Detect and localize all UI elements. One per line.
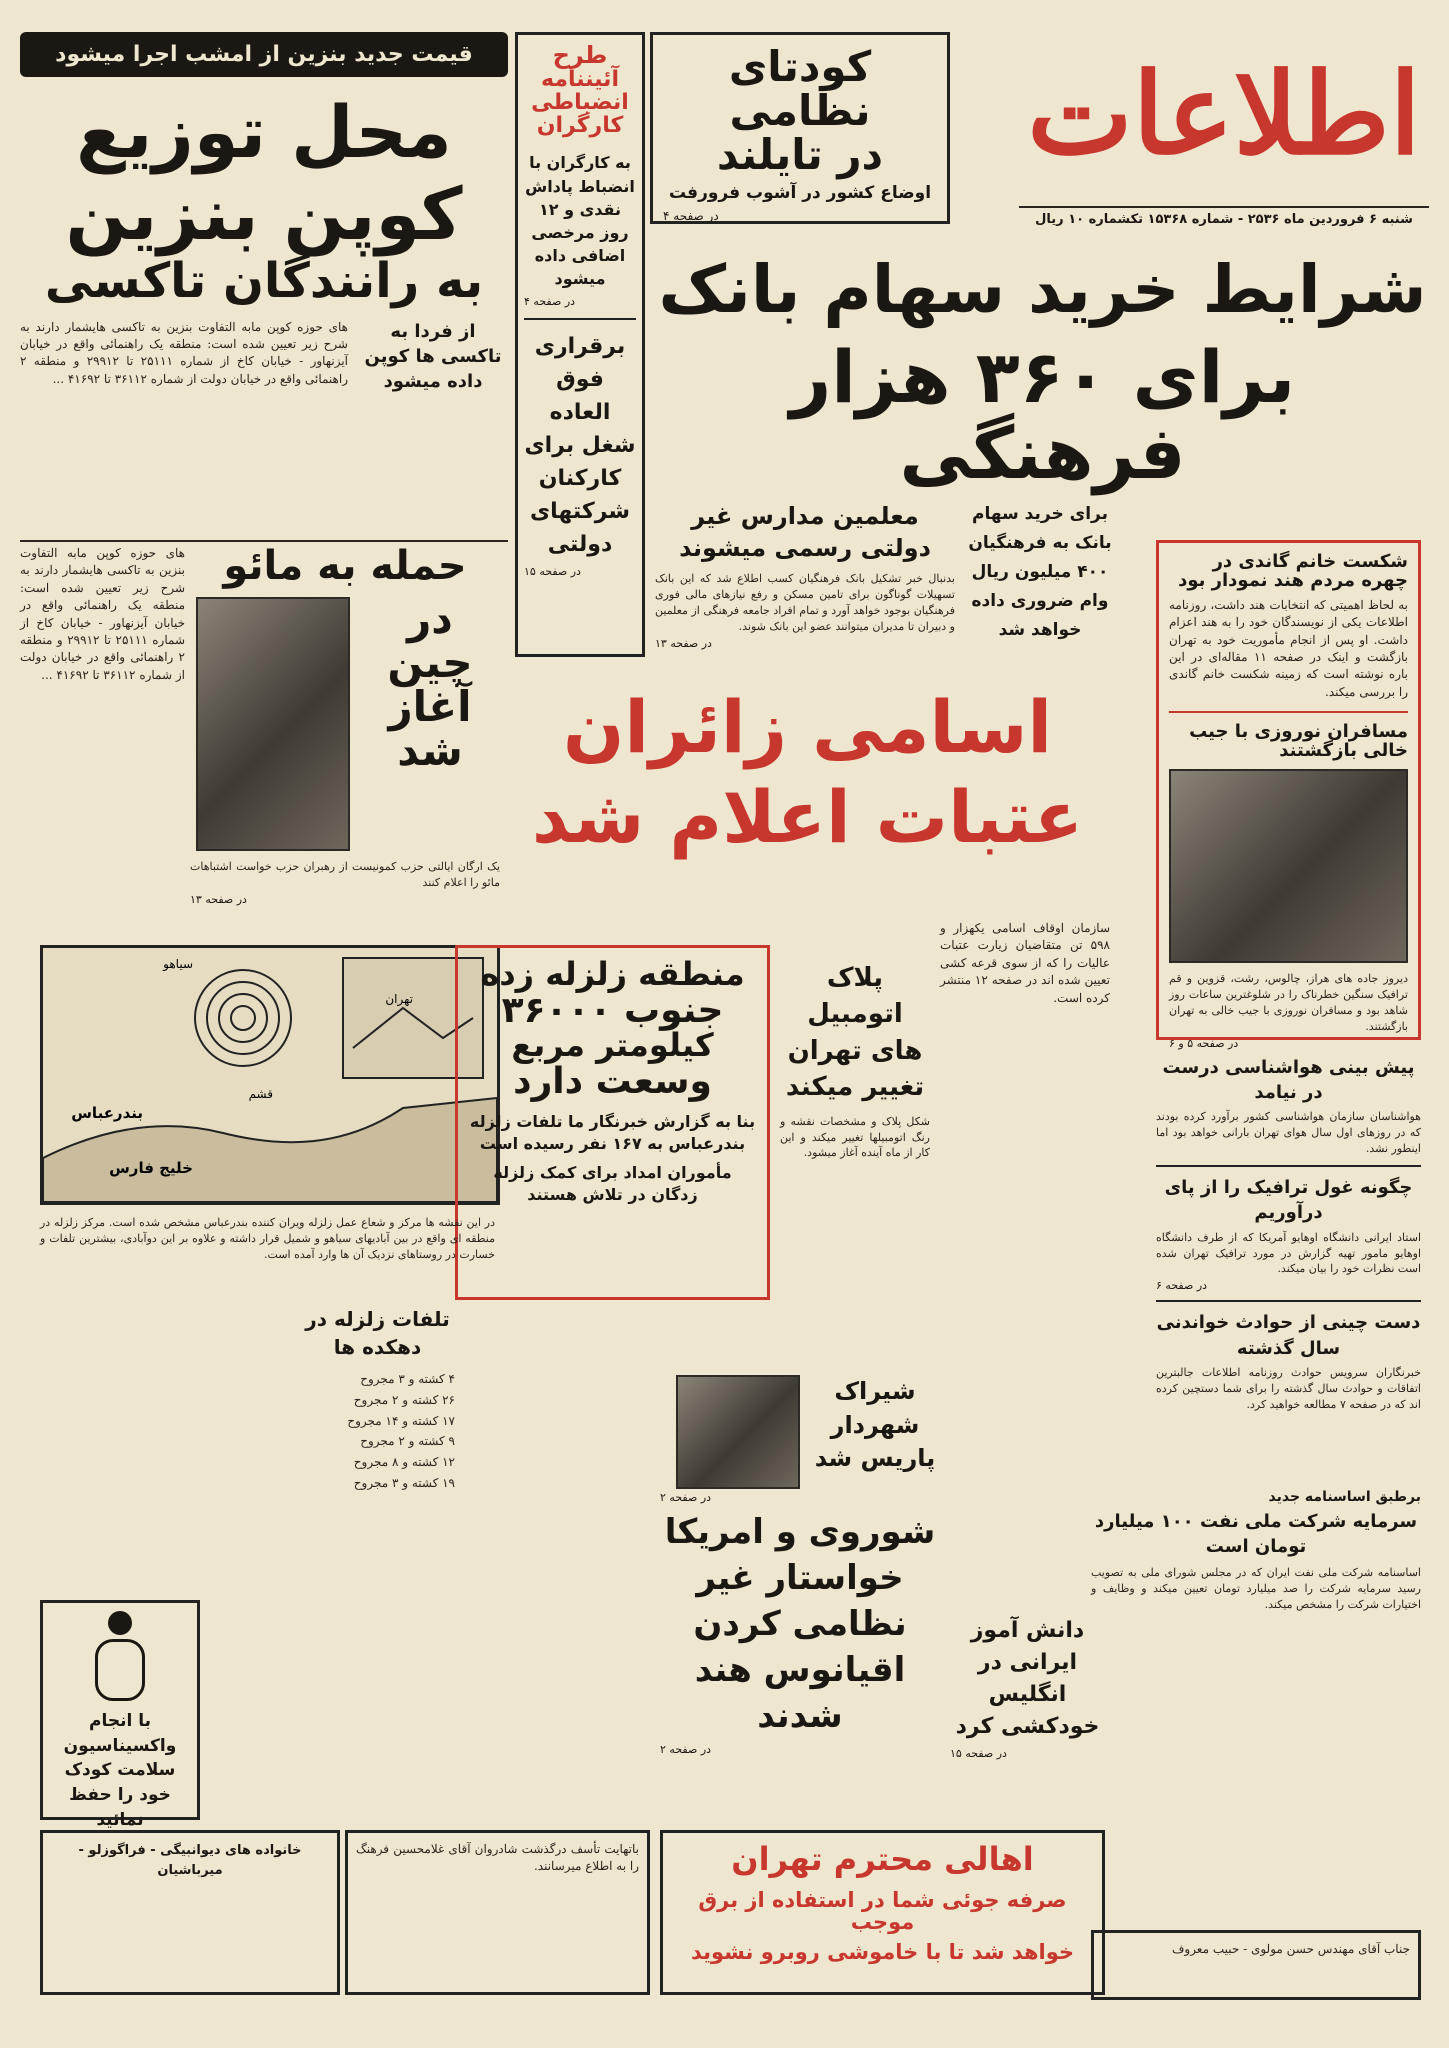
vaccine-box [40,1600,200,1830]
casualty-row: ۱۹ کشته و ۳ مجروح [353,1475,455,1490]
plates-body: شکل پلاک و مشخصات نقشه و رنگ اتومبیلها تغییر میکند و این کار از ماه آینده آغاز میشود. [780,1114,930,1160]
thailand-story [650,32,950,224]
map-label-qeshm: قشم [248,1087,273,1101]
casualty-row: ۱۲ کشته و ۸ مجروح [353,1455,455,1470]
plates-story [780,960,930,1300]
mao-title-5: شد [397,726,463,776]
crime-body: خبرنگاران سرویس حوادث روزنامه اطلاعات جالبترین اتفاقات و حوادث سال گذشته را برای شما دستچین کرده اند که در صفحه ۷ مطالعه خواهید کرد. [1156,1365,1421,1411]
quake-title-3: کیلومتر مربع [511,1026,714,1065]
main-headline [655,251,1430,495]
plates-title: پلاک اتومبیل های تهران تغییر میکند [785,963,925,1103]
indian-ocean-story [660,1510,940,1800]
gasoline-story [20,32,508,547]
masthead-logo: اطلاعات [1027,49,1421,180]
casualty-row: ۲۶ کشته و ۲ مجروح [353,1392,455,1407]
nowruz-caption: دیروز جاده های هراز، چالوس، رشت، قزوین و قم ترافیک سنگین خطرناک را در شلوغترین ساعات روز شاهد بود و مسافران نوروزی با جیب خالی به تهران بازگشتند. [1169,971,1408,1033]
mao-title-3: چین [387,638,473,688]
thailand-ref: در صفحه ۴ [663,209,719,224]
casualties-title: تلفات زلزله در دهکده ها [305,1307,450,1359]
student-story [950,1615,1105,1800]
pilgrims-line1: اسامی زائران [562,685,1053,769]
right-column [1156,1055,1421,1485]
gandhi-box [1156,540,1421,1050]
pilgrims-body: سازمان اوقاف اسامی یکهزار و ۵۹۸ تن متقاضیان زیارت عتبات عالیات را که از سوی قرعه کشی تعیین شده اند در صفحه ۱۲ منتشر کرده است. [940,921,1110,1005]
teachers-story [655,500,955,670]
casualty-row: ۱۷ کشته و ۱۴ مجروح [347,1413,455,1428]
weather-body: هواشناسان سازمان هواشناسی کشور برآورد کرده بودند که در روزهای اول سال هوای تهران بارانی خواهد بود اما اینطور نشد. [1156,1110,1421,1156]
map-label-gulf: خلیج فارس [109,1159,193,1177]
oil-title: سرمایه شرکت ملی نفت ۱۰۰ میلیارد تومان است [1094,1510,1418,1557]
quake-title-1: منطقه زلزله زده [480,955,745,993]
notice-right-text: جناب آقای مهندس حسن مولوی - حبیب معروف [1171,1942,1410,1956]
quake-title-2: جنوب ۳۶۰۰۰ [501,989,724,1031]
masthead [1019,30,1429,230]
gasoline-headline-3: به رانندگان تاکسی [44,253,484,310]
labor-box [515,32,645,657]
gasoline-body: های حوزه کوپن مابه التفاوت بنزین به تاکسی هایشمار دارند به شرح زیر تعیین شده است: منطقه یک راهنمائی واقع در خیابان آیزنهاور - خیابان کاخ از شماره ۲۵۱۱۱ تا ۲۹۹۱۲ و منطقه ۲ راهنمائی واقع در خیابان دولت از شماره ۳۶۱۱۲ تا ۴۱۶۹۲ ... [20,319,348,386]
casualties-box [300,1305,455,1725]
labor-body: به کارگران با انضباط پاداش نقدی و ۱۲ روز مرخصی اضافی داده میشود [525,153,635,289]
gasoline-headline-1: محل توزیع [76,90,452,174]
mao-story [190,545,500,925]
nowruz-photo [1169,769,1408,963]
oil-story [1091,1490,1421,1820]
casualty-row: ۴ کشته و ۳ مجروح [360,1372,455,1386]
map-label-siahou: سیاهو [163,957,193,971]
traffic-title: چگونه غول ترافیک را از پای درآوریم [1164,1177,1413,1224]
bank-side-text: برای خرید سهام بانک به فرهنگیان ۴۰۰ میلیون ریال وام ضروری داده خواهد شد [968,504,1112,640]
map-label-tehran: تهران [385,992,413,1006]
pilgrims-body-column [940,920,1110,1360]
traffic-body: استاد ایرانی دانشگاه اوهایو آمریکا که از طرف دانشگاه اوهایو مامور تهیه گزارش در مورد ترافیک تهران شده است نظرات خود را بیان میکند. [1156,1230,1421,1276]
labor-title-3: انضباطی [531,90,629,116]
thailand-title-1: کودتای نظامی [728,42,872,136]
quake-sub2: مأموران امداد برای کمک زلزله زدگان در تلاش هستند [493,1162,732,1204]
notice-left [40,1830,340,1995]
pilgrims-line2: عتبات اعلام شد [531,774,1084,859]
crime-title: دست چینی از حوادث خواندنی سال گذشته [1156,1312,1421,1359]
traffic-ref: در صفحه ۶ [1156,1279,1208,1293]
oil-body: اساسنامه شرکت ملی نفت ایران که در مجلس شورای ملی به تصویب رسید سرمایه شرکت را صد میلیارد تومان تعیین میکند و وظایف و اختیارات شرکت را مشخص میکند. [1091,1566,1421,1611]
vaccine-text: با انجام واکسیناسیون سلامت کودک خود را حفظ نمائید [63,1711,177,1830]
electricity-line2: خواهد شد تا با خاموشی روبرو نشوید [690,1939,1075,1964]
teachers-body: بدنبال خبر تشکیل بانک فرهنگیان کسب اطلاع شد که این بانک تسهیلات گوناگون برای تامین مسکن و رفع نیازهای مالی فوری فرهنگیان بوجود خواهد آورد و تمام افراد جامعه فرهنگی از معلمین و دبیران تا مدیران میتوانند عضو این بانک شوند. [655,571,955,633]
baby-icon [90,1611,150,1701]
indian-ocean-ref: در صفحه ۲ [660,1743,712,1757]
chirac-photo [676,1375,800,1489]
labor-title-4: کارگران [536,113,624,139]
quake-map [40,945,500,1205]
electricity-title: اهالی محترم تهران [731,1840,1034,1878]
electricity-line1: صرفه جوئی شما در استفاده از برق موجب [698,1887,1067,1934]
map-label-bandar: بندرعباس [71,1104,143,1122]
notice-left-text: خانواده های دیوانبیگی - فراگوزلو - میرباشیان [78,1843,302,1878]
quake-story [455,945,770,1300]
map-caption-box [40,1215,495,1285]
map-graphic [43,948,497,1202]
mao-title-1: حمله به مائو [223,543,467,589]
chirac-ref: در صفحه ۲ [660,1491,712,1504]
thailand-sub: اوضاع کشور در آشوب فرورفت [668,183,932,204]
gasoline-banner: قیمت جدید بنزین از امشب اجرا میشود [20,32,508,77]
mao-title-2: در [407,594,453,643]
main-headline-line1: شرایط خرید سهام بانک [658,251,1427,328]
student-title: دانش آموز ایرانی در انگلیس خودکشی کرد [955,1618,1100,1739]
electricity-box [660,1830,1105,1995]
labor-ref: در صفحه ۴ [524,294,576,308]
notice-mid-text: باتهایت تأسف درگذشت شادروان آقای غلامحسین فرهنگ را به اطلاع میرسانند. [356,1842,639,1874]
mao-photo [196,597,350,851]
mao-title-4: آغاز [388,682,472,732]
quake-sub: بنا به گزارش خبرنگار ما تلفات زلزله بندرعباس به ۱۶۷ نفر رسیده است [469,1111,756,1154]
teachers-title: معلمین مدارس غیر دولتی رسمی میشوند [679,502,931,563]
oil-deck: برطبق اساسنامه جدید [1268,1489,1421,1505]
nowruz-title: مسافران نوروزی با جیب خالی بازگشتند [1189,721,1408,762]
bank-side [965,500,1115,670]
chirac-title: شیراک شهردار پاریس شد [814,1377,936,1473]
gasoline-continued-body: های حوزه کوپن مابه التفاوت بنزین به تاکسی هایشمار دارند به شرح زیر تعیین شده است: منطقه یک راهنمائی واقع در خیابان آیزنهاور - خیابان کاخ از شماره ۲۵۱۱۱ تا ۲۹۹۱۲ و منطقه ۲ راهنمائی واقع در خیابان دولت از شماره ۳۶۱۱۲ تا ۴۱۶۹۲ ... [20,546,186,682]
gasoline-deck: از فردا به تاکسی ها کوپن داده میشود [364,320,502,392]
quake-title-4: وسعت دارد [513,1060,712,1102]
student-ref: در صفحه ۱۵ [950,1746,1007,1760]
notice-right [1091,1930,1421,2000]
casualty-row: ۹ کشته و ۲ مجروح [360,1434,455,1449]
labor-title-2: آئیننامه [541,67,619,93]
pilgrims-story [505,680,1110,920]
weather-title: پیش بینی هواشناسی درست در نیامد [1162,1057,1415,1104]
notice-mid [345,1830,650,1995]
main-headline-line2: برای ۳۶۰ هزار فرهنگی [789,335,1296,495]
gasoline-headline-2: کوپن بنزین [65,171,463,256]
gandhi-title: شکست خانم گاندی در چهره مردم هند نمودار بود [1178,551,1408,591]
map-caption: در این نقشه ها مرکز و شعاع عمل زلزله ویران کننده بندرعباس مشخص شده است. مرکز زلزله در منطقه ای واقع در بین آبادیهای سیاهو و شمیل قرار داشته و علاوه بر این دوآبادی، بیشترین تلفات و خسارت در روستاهای نزدیک آن ها وارد آمده است. [40,1216,495,1261]
teachers-ref: در صفحه ۱۳ [655,636,712,650]
indian-ocean-title: شوروی و امریکا خواستار غیر نظامی کردن اقیانوس هند شدند [664,1512,936,1736]
nowruz-ref: در صفحه ۵ و ۶ [1169,1036,1239,1050]
dateline: شنبه ۶ فروردین ماه ۲۵۳۶ - شماره ۱۵۳۶۸ تکشماره ۱۰ ریال [1035,212,1413,227]
thailand-title-2: در تایلند [716,130,884,180]
mao-caption: یک ارگان ایالتی حزب کمونیست از رهبران حزب خواست اشتباهات مائو را اعلام کنند [190,860,500,889]
gasoline-continued [20,545,185,925]
casualties-list [300,1371,455,1492]
extra-shift-ref: در صفحه ۱۵ [524,564,581,578]
mao-ref: در صفحه ۱۳ [190,892,247,906]
labor-title-1: طرح [552,41,608,69]
chirac-story [660,1375,940,1505]
gandhi-body: به لحاظ اهمیتی که انتخابات هند داشت، روزنامه اطلاعات یکی از نویسندگان خود را به هند اعزام داشت. او پس از انجام مأموریت خود به تهران بازگشت و اینک در صفحه ۱۱ مقاله‌ای در این باره نوشته است که زمینه شکست خانم گاندی را بررسی میکند. [1169,597,1408,699]
extra-shift-text: برقراری فوق العاده شغل برای کارکنان شرکتهای دولتی [524,333,636,557]
